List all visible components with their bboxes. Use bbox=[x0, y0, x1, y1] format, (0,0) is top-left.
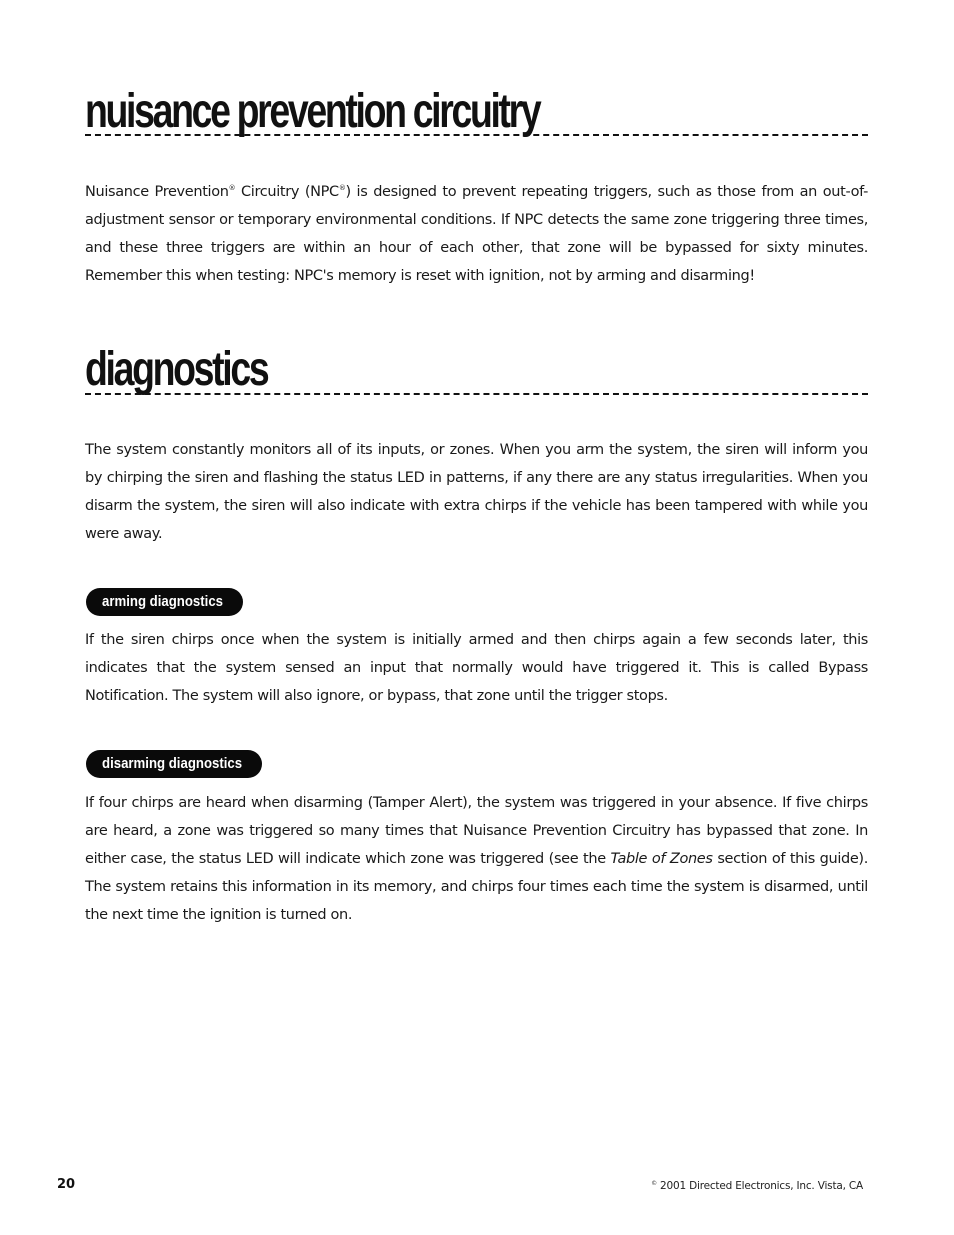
page-title-nuisance-prevention: nuisance prevention circuitry bbox=[85, 85, 540, 138]
disarming-diagnostics-label: disarming diagnostics bbox=[86, 750, 262, 778]
npc-paragraph: Nuisance Prevention® Circuitry (NPC®) is designed to prevent repeating triggers, such as those from an out-of-adjustment sensor or temporary environmental conditions. If NPC detects the same zone triggering three times, and these three triggers are within an hour of each other, that zone will be bypassed for sixty minutes. Remember this when testing: NPC's memory is reset with ignition, not by arming and disarming! bbox=[85, 184, 868, 284]
copyright-notice: © 2001 Directed Electronics, Inc. Vista, CA bbox=[651, 1180, 863, 1192]
arming-diagnostics-paragraph: If the siren chirps once when the system is initially armed and then chirps again a few seconds later, this indicates that the system sensed an input that normally would have triggered it. This is called Bypass Notification. The system will also ignore, or bypass, that zone until the trigger stops. bbox=[85, 632, 868, 704]
arming-diagnostics-label: arming diagnostics bbox=[86, 588, 243, 616]
disarming-diagnostics-paragraph: If four chirps are heard when disarming (Tamper Alert), the system was triggered in your absence. If five chirps are heard, a zone was triggered so many times that Nuisance Prevention Circuitry has bypassed that zone. In either case, the status LED will indicate which zone was triggered (see the Table of Zones section of this guide). The system retains this information in its memory, and chirps four times each time the system is disarmed, until the next time the ignition is turned on. bbox=[85, 795, 868, 923]
heading-rule bbox=[85, 393, 868, 395]
page-number: 20 bbox=[57, 1177, 76, 1192]
heading-rule bbox=[85, 134, 868, 136]
section-title-diagnostics: diagnostics bbox=[85, 343, 268, 396]
table-of-zones-reference: Table of Zones bbox=[610, 851, 713, 867]
diagnostics-paragraph: The system constantly monitors all of its inputs, or zones. When you arm the system, the siren will inform you by chirping the siren and flashing the status LED in patterns, if any there are any status irregularities. When you disarm the system, the siren will also indicate with extra chirps if the vehicle has been tampered with while you were away. bbox=[85, 442, 868, 542]
